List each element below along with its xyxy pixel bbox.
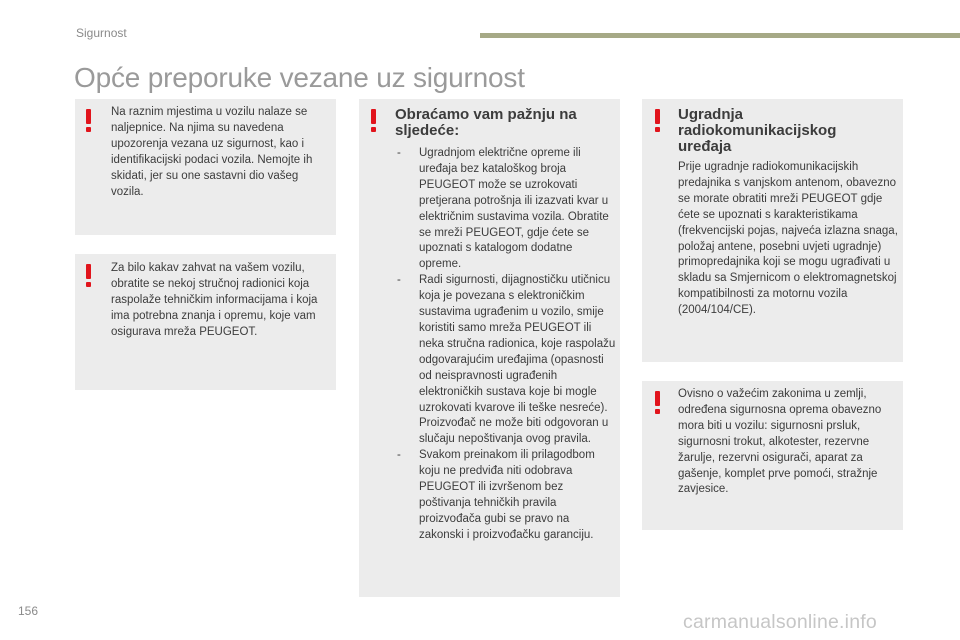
exclamation-warning-icon bbox=[85, 109, 92, 132]
list-item: - Ugradnjom električne opreme ili uređaja bez kataloškog broja PEUGEOT može se uzrokovati pretjerana potrošnja ili izazvati kvar u električnim sustavima vozila. Obratite se mreži PEUGEOT, gdje ćete se upoznati s katalogom dodatne opreme. bbox=[395, 146, 617, 273]
warning-text: Na raznim mjestima u vozilu nalaze se naljepnice. Na njima su navedena upozorenja vezana uz sigurnost, kao i identifikacijski podaci vozila. Nemojte ih skidati, jer su one sastavni dio vašeg vozila. bbox=[111, 106, 313, 198]
radio-text: Prije ugradnje radiokomunikacijskih predajnika s vanjskom antenom, obavezno se morate obratiti mreži PEUGEOT gdje ćete se upoznati s karakteristikama (frekvencijski pojas, najveća izlazna snaga, položaj antene, posebni uvjeti ugradnje) primopredajnika koji se mogu ugrađivati u skladu sa Smjernicom o elektromagnetskoj kompatibilnosti za motornu vozila (2004/104/CE). bbox=[678, 161, 898, 317]
warning-box-workshop bbox=[75, 254, 336, 390]
attention-list bbox=[395, 146, 617, 544]
header-rule bbox=[480, 33, 960, 38]
page-number: 156 bbox=[18, 604, 39, 618]
exclamation-warning-icon bbox=[654, 391, 661, 414]
section-label: Sigurnost bbox=[76, 26, 127, 40]
warning-box-labels bbox=[75, 99, 336, 235]
exclamation-warning-icon bbox=[654, 109, 661, 132]
box-heading: Ugradnja radiokomunikacijskog uređaja bbox=[678, 106, 837, 155]
equipment-text: Ovisno o važećim zakonima u zemlji, određena sigurnosna oprema obavezno mora biti u vozilu: sigurnosni prsluk, sigurnosni trokut, alkotester, rezervne žarulje, rezervni osigurači, aparat za gašenje, komplet prve pomoći, stražnje zavjesice. bbox=[678, 388, 882, 496]
warning-box-equipment bbox=[642, 381, 903, 530]
watermark: carmanualsonline.info bbox=[683, 611, 877, 633]
warning-box-attention bbox=[359, 99, 620, 597]
list-item: - Radi sigurnosti, dijagnostičku utičnicu koja je povezana s elektroničkim sustavima ugrađenim u vozilo, smije koristiti samo mreža PEUGEOT ili neka stručna radionica, koje raspolažu odgovarajućim uređajima (opasnosti od neispravnosti ugrađenih elektroničkih sustava koje bi mogle uzrokovati kvarove ili teške nesreće). Proizvođač ne može biti odgovoran u slučaju nepoštivanja ovog pravila. bbox=[395, 273, 617, 448]
box-heading: Obraćamo vam pažnju na sljedeće: bbox=[395, 106, 577, 139]
warning-box-radio bbox=[642, 99, 903, 362]
page-title: Opće preporuke vezane uz sigurnost bbox=[74, 62, 525, 93]
exclamation-warning-icon bbox=[370, 109, 377, 132]
exclamation-warning-icon bbox=[85, 264, 92, 287]
warning-text: Za bilo kakav zahvat na vašem vozilu, obratite se nekoj stručnoj radionici koja raspolaže tehničkim informacijama i koja ima potrebna znanja i opremu, koje vam osigurava mreža PEUGEOT. bbox=[111, 262, 318, 338]
list-item: - Svakom preinakom ili prilagodbom koju ne predviđa niti odobrava PEUGEOT ili izvršenom bez poštivanja tehničkih pravila proizvođača gubi se pravo na zakonski i proizvođačku garanciju. bbox=[395, 448, 617, 543]
